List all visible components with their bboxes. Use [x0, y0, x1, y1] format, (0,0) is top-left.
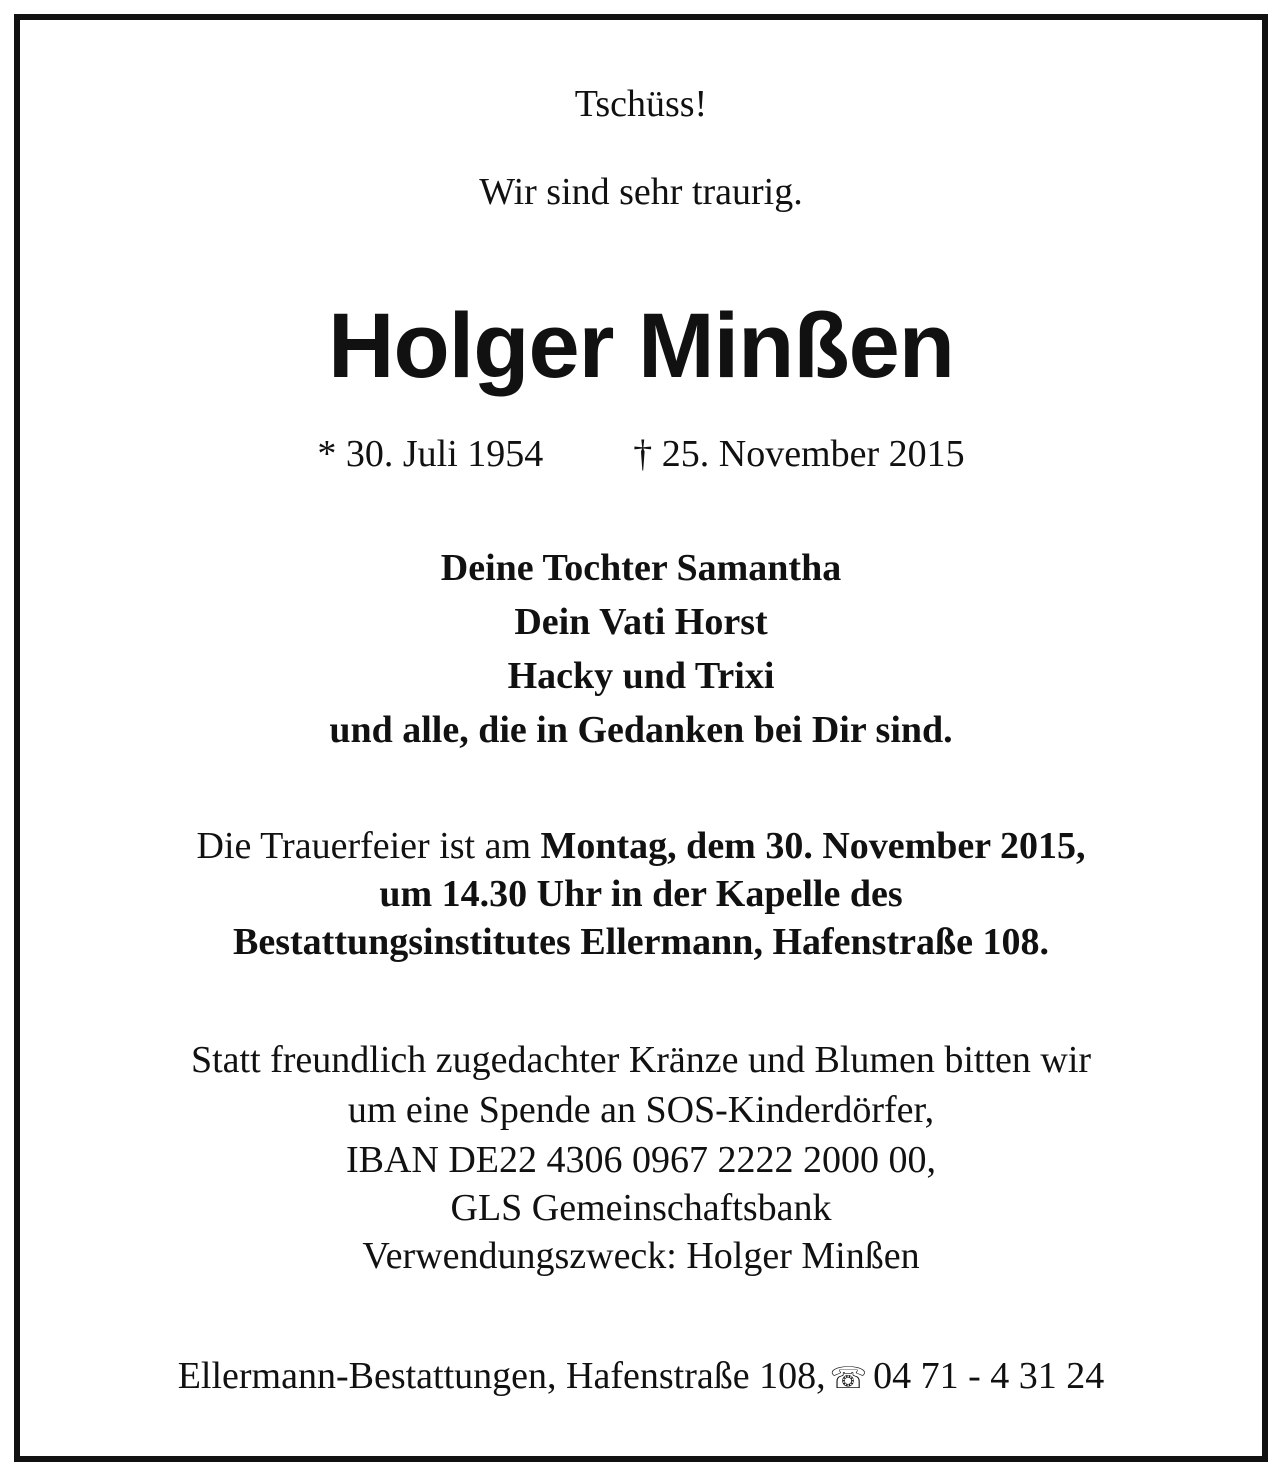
funeral-home-contact	[20, 1354, 1262, 1401]
service-address: Bestattungsinstitutes Ellermann, Hafenstraße 108.	[233, 921, 1049, 963]
death-date: † 25. November 2015	[633, 433, 965, 475]
life-dates	[20, 432, 1262, 476]
mourner-line: Dein Vati Horst	[514, 601, 768, 643]
telephone-icon: ☏	[829, 1361, 868, 1396]
donation-line: um eine Spende an SOS-Kinderdörfer,	[347, 1089, 935, 1131]
farewell-text: Tschüss!	[574, 83, 708, 125]
donation-bank: GLS Gemeinschaftsbank	[450, 1187, 832, 1229]
donation-line: Statt freundlich zugedachter Kränze und Blumen bitten wir	[190, 1039, 1092, 1081]
service-time-location: um 14.30 Uhr in der Kapelle des	[379, 873, 903, 915]
phone-number: 04 71 - 4 31 24	[873, 1355, 1105, 1397]
service-line-3	[20, 920, 1262, 964]
mourner-line: Hacky und Trixi	[507, 655, 775, 697]
birth-date: * 30. Juli 1954	[317, 433, 544, 475]
deceased-name: Holger Minßen	[328, 295, 954, 397]
service-intro: Die Trauerfeier ist am	[196, 825, 541, 867]
donation-reference: Verwendungszweck: Holger Minßen	[362, 1235, 920, 1277]
mourner-line: Deine Tochter Samantha	[440, 547, 842, 589]
obituary-notice	[14, 14, 1268, 1462]
sentiment-text: Wir sind sehr traurig.	[479, 171, 803, 213]
funeral-home-address: Ellermann-Bestattungen, Hafenstraße 108,	[177, 1355, 826, 1397]
service-line-1	[20, 824, 1262, 868]
donation-iban: IBAN DE22 4306 0967 2222 2000 00,	[345, 1139, 937, 1181]
mourner-line: und alle, die in Gedanken bei Dir sind.	[329, 709, 953, 751]
service-line-2	[20, 872, 1262, 916]
service-date: Montag, dem 30. November 2015,	[540, 825, 1086, 867]
